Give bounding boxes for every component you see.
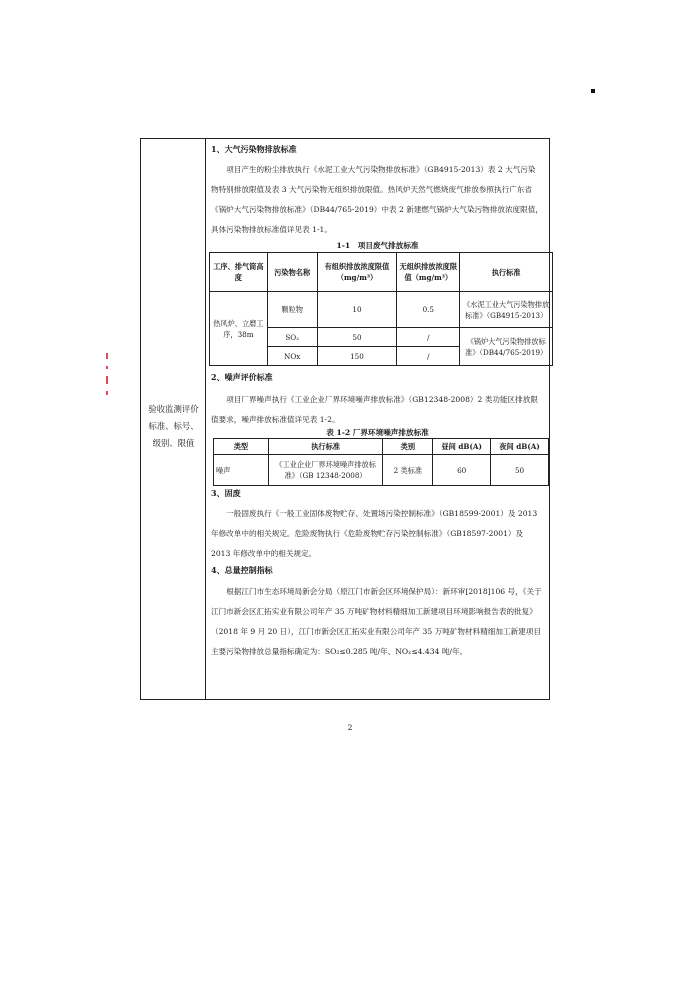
section-1-text: 项目产生的粉尘排放执行《水泥工业大气污染物排放标准》（GB4915-2013）表 2 大气污染物特别排放限值及表 3 大气污染物无组织排放限值。热风炉天然气燃烧废气排放参照执行广东省《锅炉大气污染物排放标准》（DB44/765-2019）中表 2 新建燃气锅炉大气染污物排放浓度限值，具体污染物排放标准值详见表 1-1。 [211, 165, 543, 234]
section-1-title: 1、大气污染物排放标准 [211, 144, 297, 154]
table-2-caption: 表 1-2 厂界环境噪声排放标准 [326, 428, 429, 437]
t2-header-standard: 执行标准 [268, 439, 383, 455]
section-4-title: 4、总量控制指标 [211, 565, 273, 575]
t1-cell: SO₂ [267, 328, 317, 347]
t1-header-standard: 执行标准 [460, 253, 553, 292]
table-1-caption: 1-1 项目废气排放标准 [336, 241, 419, 250]
document-frame [140, 138, 550, 700]
table-row [210, 292, 553, 328]
t1-cell: NOx [267, 347, 317, 366]
emission-table [209, 252, 553, 366]
t1-standard-b: 《锅炉大气污染物排放标准》（DB44/765-2019） [460, 328, 553, 366]
noise-table [213, 438, 549, 486]
t1-header-process: 工序、排气筒高度 [210, 253, 268, 292]
t2-cell: 60 [433, 455, 491, 486]
t1-cell: 颗粒物 [267, 292, 317, 328]
t1-header-organized: 有组织排放浓度限值（mg/m³） [317, 253, 397, 292]
t1-cell: / [397, 347, 460, 366]
t1-header-unorganized: 无组织排放浓度限值（mg/m³） [397, 253, 460, 292]
t1-cell: 10 [317, 292, 397, 328]
red-stamp-marks [106, 353, 112, 402]
t2-cell: 《工业企业厂界环境噪声排放标准》（GB 12348-2008） [268, 455, 383, 486]
t1-cell: 150 [317, 347, 397, 366]
t1-cell: 0.5 [397, 292, 460, 328]
left-column [141, 139, 206, 699]
t1-process-cell: 热风炉、立磨工序，38m [210, 292, 268, 366]
t2-header-category: 类别 [383, 439, 433, 455]
t1-standard-a: 《水泥工业大气污染物排放标准》（GB4915-2013） [460, 292, 553, 328]
section-3-text: 一般固废执行《一般工业固体废物贮存、处置场污染控制标准》（GB18599-2001）及 2013 年修改单中的相关规定。危险废物执行《危险废物贮存污染控制标准》（GB18597-2001）及 2013 年修改单中的相关规定。 [211, 509, 538, 558]
section-4-text: 根据江门市生态环境局新会分局（原江门市新会区环境保护局）：新环审[2018]106 号，《关于江门市新会区汇拓实业有限公司年产 35 万吨矿物材料精细加工新建项目环境影响报告表的批复》（2018 年 9 月 20 日），江门市新会区汇拓实业有限公司年产 35 万吨矿物材料精细加工新建项目主要污染物排放总量指标确定为：SO₂≤0.285 吨/年、NOₓ≤4.434 吨/年。 [211, 587, 542, 656]
table-row [214, 455, 549, 486]
section-3-title: 3、固废 [211, 488, 241, 498]
section-2-title: 2、噪声评价标准 [211, 372, 273, 382]
section-2-text: 项目厂界噪声执行《工业企业厂界环境噪声排放标准》（GB12348-2008）2 类功能区排放限值要求，噪声排放标准值详见表 1-2。 [211, 395, 538, 424]
t1-header-pollutant: 污染物名称 [267, 253, 317, 292]
t1-cell: / [397, 328, 460, 347]
t2-cell: 50 [491, 455, 549, 486]
t2-header-night: 夜间 dB(A) [491, 439, 549, 455]
t1-cell: 50 [317, 328, 397, 347]
t2-cell: 噪声 [214, 455, 269, 486]
corner-mark [591, 89, 595, 93]
content-area [206, 139, 549, 699]
left-label: 验收监测评价标准、标号、级别、限值 [148, 404, 199, 448]
t2-cell: 2 类标准 [383, 455, 433, 486]
t2-header-type: 类型 [214, 439, 269, 455]
t2-header-day: 昼间 dB(A) [433, 439, 491, 455]
page-number: 2 [347, 723, 353, 732]
